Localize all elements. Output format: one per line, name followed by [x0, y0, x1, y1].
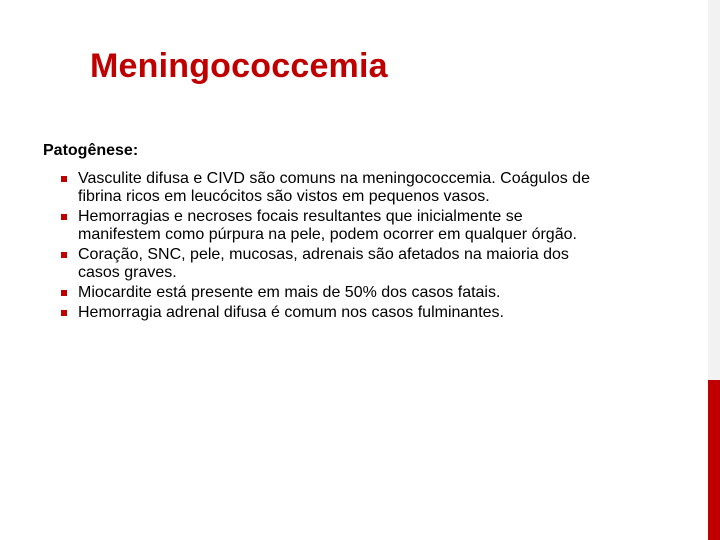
bullet-item: Hemorragia adrenal difusa é comum nos casos fulminantes.: [60, 304, 605, 322]
side-decoration-bar: [708, 0, 720, 540]
section-heading: Patogênese:: [43, 142, 139, 159]
side-bar-light-segment: [708, 0, 720, 380]
bullet-list: [60, 170, 605, 324]
bullet-item: Miocardite está presente em mais de 50% dos casos fatais.: [60, 284, 605, 302]
bullet-item: Coração, SNC, pele, mucosas, adrenais são afetados na maioria dos casos graves.: [60, 246, 605, 282]
side-bar-accent-segment: [708, 380, 720, 540]
slide-title: Meningococcemia: [90, 47, 388, 85]
bullet-item: Hemorragias e necroses focais resultantes que inicialmente se manifestem como púrpura na pele, podem ocorrer em qualquer órgão.: [60, 208, 605, 244]
bullet-item: Vasculite difusa e CIVD são comuns na meningococcemia. Coágulos de fibrina ricos em leucócitos são vistos em pequenos vasos.: [60, 170, 605, 206]
